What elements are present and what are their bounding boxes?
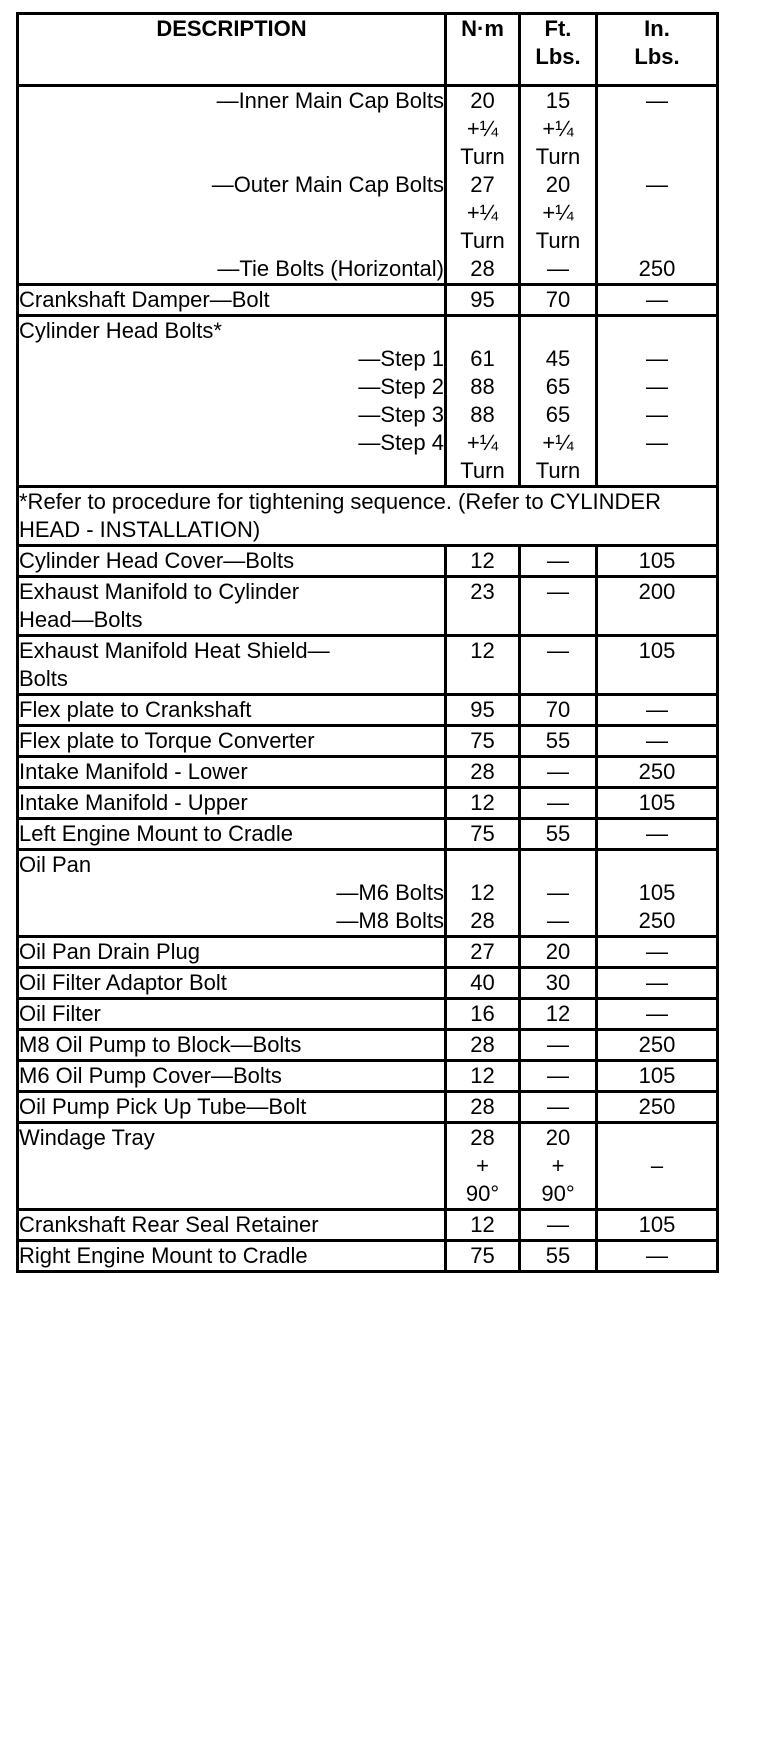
ft-value [520, 850, 597, 880]
table-row [18, 546, 718, 577]
nm-value: 61 [446, 345, 520, 373]
nm-value: 12 [446, 1061, 520, 1092]
table-row [18, 429, 718, 487]
table-row [18, 316, 718, 346]
table-row [18, 879, 718, 907]
ft-value: — [520, 1030, 597, 1061]
value-line: Turn [460, 458, 505, 483]
row-label: Intake Manifold - Lower [18, 757, 446, 788]
row-label [18, 636, 446, 695]
ft-value [520, 1123, 597, 1210]
in-value: — [597, 968, 718, 999]
row-label: M8 Oil Pump to Block—Bolts [18, 1030, 446, 1061]
in-value: — [597, 429, 718, 487]
in-value: — [597, 1241, 718, 1272]
value-line: Turn [535, 144, 581, 169]
value-line: 90° [465, 1181, 500, 1206]
nm-value [446, 1123, 520, 1210]
value-line: 90° [541, 1181, 575, 1206]
in-value: — [597, 999, 718, 1030]
header-in-line2: Lbs. [634, 44, 680, 69]
nm-value [446, 171, 520, 255]
in-value: — [597, 401, 718, 429]
table-row [18, 726, 718, 757]
table-row [18, 999, 718, 1030]
table-row [18, 285, 718, 316]
table-row [18, 1061, 718, 1092]
value-line: Turn [460, 144, 505, 169]
header-in-lbs [597, 14, 718, 86]
in-value: — [597, 285, 718, 316]
table-row [18, 577, 718, 636]
ft-value: 20 [520, 937, 597, 968]
table-row [18, 636, 718, 695]
nm-value: 12 [446, 1210, 520, 1241]
value-line: + [476, 1153, 489, 1178]
nm-value: 88 [446, 373, 520, 401]
row-label: Oil Pan [18, 850, 446, 880]
value-line: 15 [545, 88, 571, 113]
value-line: Turn [460, 228, 505, 253]
row-label: Flex plate to Torque Converter [18, 726, 446, 757]
table-row [18, 907, 718, 937]
ft-value [520, 86, 597, 172]
in-value: 250 [597, 1030, 718, 1061]
nm-value: 75 [446, 819, 520, 850]
nm-value: 23 [446, 577, 520, 636]
ft-value: — [520, 788, 597, 819]
in-value: – [597, 1123, 718, 1210]
value-line: 28 [470, 1125, 495, 1150]
nm-value: 28 [446, 1030, 520, 1061]
nm-value [446, 850, 520, 880]
ft-value: 55 [520, 726, 597, 757]
row-label: Oil Filter Adaptor Bolt [18, 968, 446, 999]
nm-value: 12 [446, 788, 520, 819]
nm-value: 12 [446, 546, 520, 577]
in-value: 105 [597, 879, 718, 907]
value-line: Turn [535, 228, 581, 253]
row-label: —M6 Bolts [18, 879, 446, 907]
in-value: 250 [597, 255, 718, 285]
tightening-note: *Refer to procedure for tightening sequence. (Refer to CYLINDER HEAD - INSTALLATION) [18, 487, 718, 546]
in-value: — [597, 86, 718, 172]
row-label: Cylinder Head Cover—Bolts [18, 546, 446, 577]
table-header-row [18, 14, 718, 86]
row-label [18, 577, 446, 636]
ft-value: 70 [520, 285, 597, 316]
table-row [18, 86, 718, 172]
row-label: Oil Filter [18, 999, 446, 1030]
value-line: 20 [470, 88, 495, 113]
header-ft-lbs [520, 14, 597, 86]
header-ft-line2: Lbs. [535, 44, 581, 69]
row-label: Cylinder Head Bolts* [18, 316, 446, 346]
value-line: +¼ [542, 116, 574, 141]
ft-value: 55 [520, 819, 597, 850]
row-label: —Step 3 [18, 401, 446, 429]
row-label: —Step 1 [18, 345, 446, 373]
ft-value: 55 [520, 1241, 597, 1272]
ft-value: — [520, 546, 597, 577]
label-line: Exhaust Manifold Heat Shield— [19, 638, 330, 663]
header-description: DESCRIPTION [18, 14, 446, 86]
in-value: 105 [597, 788, 718, 819]
nm-value [446, 86, 520, 172]
value-line: +¼ [542, 430, 574, 455]
ft-value: 45 [520, 345, 597, 373]
value-line: +¼ [466, 116, 499, 141]
ft-value: 65 [520, 401, 597, 429]
row-label: Windage Tray [18, 1123, 446, 1210]
in-value: — [597, 937, 718, 968]
table-row [18, 373, 718, 401]
nm-value: 95 [446, 285, 520, 316]
ft-value: — [520, 577, 597, 636]
row-label: Left Engine Mount to Cradle [18, 819, 446, 850]
table-row [18, 1123, 718, 1210]
nm-value: 27 [446, 937, 520, 968]
in-value: — [597, 171, 718, 255]
in-value: 105 [597, 546, 718, 577]
nm-value: 28 [446, 907, 520, 937]
nm-value [446, 316, 520, 346]
table-row [18, 695, 718, 726]
ft-value: 30 [520, 968, 597, 999]
row-label: —Step 4 [18, 429, 446, 487]
nm-value: 28 [446, 1092, 520, 1123]
in-value: — [597, 819, 718, 850]
ft-value: — [520, 1210, 597, 1241]
table-row [18, 850, 718, 880]
ft-value: — [520, 907, 597, 937]
row-label: Flex plate to Crankshaft [18, 695, 446, 726]
ft-value: — [520, 757, 597, 788]
label-line: Head—Bolts [19, 607, 143, 632]
nm-value [446, 429, 520, 487]
value-line: 27 [470, 172, 495, 197]
in-value: — [597, 695, 718, 726]
nm-value: 28 [446, 255, 520, 285]
nm-value: 12 [446, 636, 520, 695]
note-row [18, 487, 718, 546]
nm-value: 40 [446, 968, 520, 999]
ft-value: 12 [520, 999, 597, 1030]
header-ft-line1: Ft. [544, 16, 572, 41]
value-line: 20 [545, 172, 571, 197]
nm-value: 95 [446, 695, 520, 726]
row-label: —Outer Main Cap Bolts [18, 171, 446, 255]
ft-value: — [520, 255, 597, 285]
in-value: 105 [597, 636, 718, 695]
table-row [18, 788, 718, 819]
table-row [18, 1030, 718, 1061]
in-value: — [597, 373, 718, 401]
table-row [18, 401, 718, 429]
row-label: Right Engine Mount to Cradle [18, 1241, 446, 1272]
nm-value: 75 [446, 1241, 520, 1272]
in-value: 250 [597, 757, 718, 788]
row-label: —Inner Main Cap Bolts [18, 86, 446, 172]
in-value: 250 [597, 1092, 718, 1123]
table-row [18, 968, 718, 999]
in-value: — [597, 726, 718, 757]
row-label: —Step 2 [18, 373, 446, 401]
table-row [18, 345, 718, 373]
value-line: +¼ [466, 200, 499, 225]
in-value: 105 [597, 1061, 718, 1092]
row-label: —M8 Bolts [18, 907, 446, 937]
value-line: +¼ [542, 200, 574, 225]
in-value [597, 316, 718, 346]
in-value: — [597, 345, 718, 373]
nm-value: 28 [446, 757, 520, 788]
nm-value: 88 [446, 401, 520, 429]
row-label: —Tie Bolts (Horizontal) [18, 255, 446, 285]
value-line: + [551, 1153, 565, 1178]
row-label: M6 Oil Pump Cover—Bolts [18, 1061, 446, 1092]
label-line: Exhaust Manifold to Cylinder [19, 579, 300, 604]
nm-value: 12 [446, 879, 520, 907]
ft-value [520, 316, 597, 346]
torque-table [16, 12, 719, 1273]
header-in-line1: In. [644, 16, 670, 41]
in-value [597, 850, 718, 880]
ft-value [520, 429, 597, 487]
in-value: 200 [597, 577, 718, 636]
header-nm: N·m [446, 14, 520, 86]
ft-value: 70 [520, 695, 597, 726]
table-row [18, 757, 718, 788]
row-label: Intake Manifold - Upper [18, 788, 446, 819]
row-label: Oil Pump Pick Up Tube—Bolt [18, 1092, 446, 1123]
table-row [18, 819, 718, 850]
nm-value: 16 [446, 999, 520, 1030]
nm-value: 75 [446, 726, 520, 757]
ft-value: — [520, 879, 597, 907]
torque-spec-sheet [16, 12, 719, 1273]
row-label: Crankshaft Rear Seal Retainer [18, 1210, 446, 1241]
ft-value: — [520, 636, 597, 695]
label-line: Bolts [19, 666, 68, 691]
ft-value [520, 171, 597, 255]
table-row [18, 937, 718, 968]
in-value: 105 [597, 1210, 718, 1241]
value-line: +¼ [466, 430, 499, 455]
ft-value: 65 [520, 373, 597, 401]
in-value: 250 [597, 907, 718, 937]
table-row [18, 1241, 718, 1272]
value-line: Turn [535, 458, 581, 483]
row-label: Oil Pan Drain Plug [18, 937, 446, 968]
row-label: Crankshaft Damper—Bolt [18, 285, 446, 316]
ft-value: — [520, 1092, 597, 1123]
value-line: 20 [545, 1125, 571, 1150]
ft-value: — [520, 1061, 597, 1092]
table-row [18, 171, 718, 255]
table-row [18, 1210, 718, 1241]
table-row [18, 255, 718, 285]
table-row [18, 1092, 718, 1123]
